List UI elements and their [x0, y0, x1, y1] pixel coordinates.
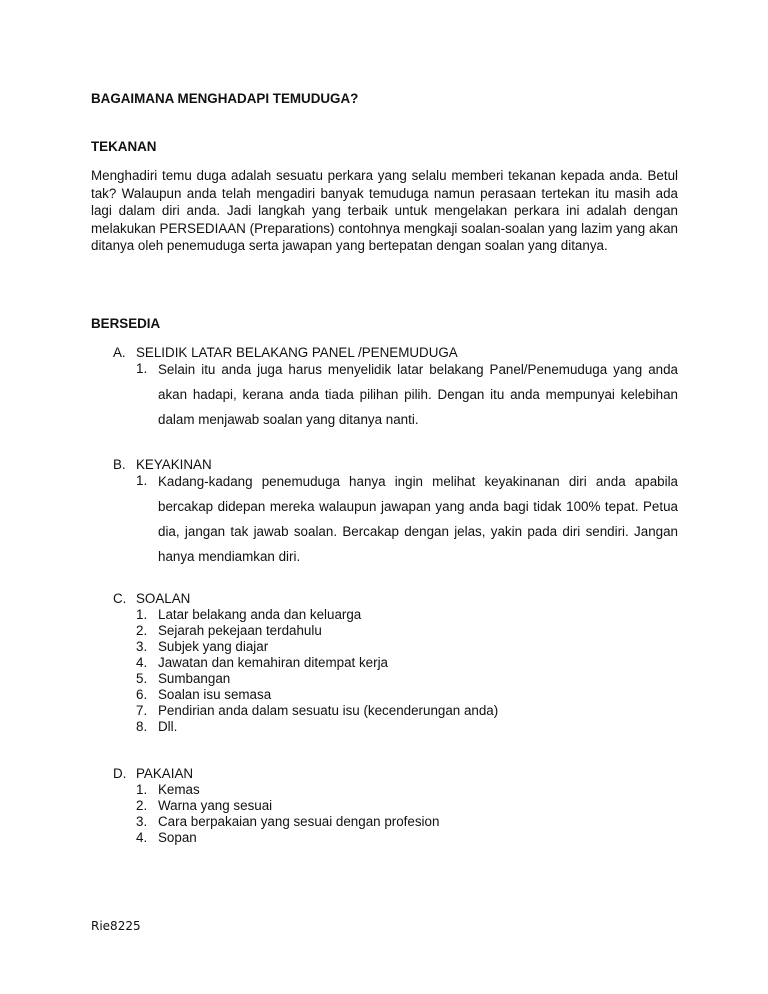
section-letter: B.	[113, 457, 126, 472]
page-footer: Rie8225	[91, 919, 141, 933]
document-title: BAGAIMANA MENGHADAPI TEMUDUGA?	[91, 91, 359, 106]
heading-bersedia: BERSEDIA	[91, 316, 161, 331]
list-item: 3. Subjek yang diajar	[136, 639, 269, 654]
section-title: SOALAN	[136, 591, 191, 606]
list-item: 1. Latar belakang anda dan keluarga	[136, 607, 362, 622]
list-item: 1. Kemas	[136, 782, 200, 797]
section-letter: C.	[113, 591, 127, 606]
list-item: 2. Sejarah pekejaan terdahulu	[136, 623, 322, 638]
section-title: KEYAKINAN	[136, 457, 212, 472]
list-item: 8. Dll.	[136, 719, 178, 734]
tekanan-paragraph: Menghadiri temu duga adalah sesuatu perkara yang selalu memberi tekanan kepada anda. Betul tak? Walaupun anda telah mengadiri banyak temuduga namun perasaan tertekan itu masih ada lagi dalam diri anda. Jadi langkah yang terbaik untuk mengelakan perkara ini adalah dengan melakukan PERSEDIAAN (Preparations) contohnya mengkaji soalan-soalan yang lazim yang akan ditanya oleh penemuduga serta jawapan yang bertepatan dengan soalan yang ditanya.	[91, 168, 678, 253]
section-title: PAKAIAN	[136, 766, 194, 781]
list-item: 2. Warna yang sesuai	[136, 798, 273, 813]
list-item: 4. Sopan	[136, 830, 197, 845]
list-item: 1. Selain itu anda juga harus menyelidik latar belakang Panel/Penemuduga yang anda akan hadapi, kerana anda tiada pilihan pilih. Dengan itu anda mempunyai kelebihan dalam menjawab soalan yang ditanya nanti.	[136, 361, 678, 427]
list-item: 1. Kadang-kadang penemuduga hanya ingin melihat keyakinanan diri anda apabila bercakap didepan mereka walaupun jawapan yang anda bagi tidak 100% tepat. Petua dia, jangan tak jawab soalan. Bercakap dengan jelas, yakin pada diri sendiri. Jangan hanya mendiamkan diri.	[136, 473, 678, 564]
section-b	[113, 457, 678, 569]
section-letter: D.	[113, 766, 127, 781]
list-item: 7. Pendirian anda dalam sesuatu isu (kecenderungan anda)	[136, 703, 499, 718]
list-item: 6. Soalan isu semasa	[136, 687, 272, 702]
section-c	[113, 591, 678, 735]
section-letter: A.	[113, 345, 126, 360]
section-a	[113, 345, 678, 432]
heading-tekanan: TEKANAN	[91, 139, 157, 154]
list-item: 3. Cara berpakaian yang sesuai dengan profesion	[136, 814, 440, 829]
list-item: 4. Jawatan dan kemahiran ditempat kerja	[136, 655, 389, 670]
section-title: SELIDIK LATAR BELAKANG PANEL /PENEMUDUGA	[136, 345, 458, 360]
section-d	[113, 766, 678, 846]
list-item: 5. Sumbangan	[136, 671, 231, 686]
